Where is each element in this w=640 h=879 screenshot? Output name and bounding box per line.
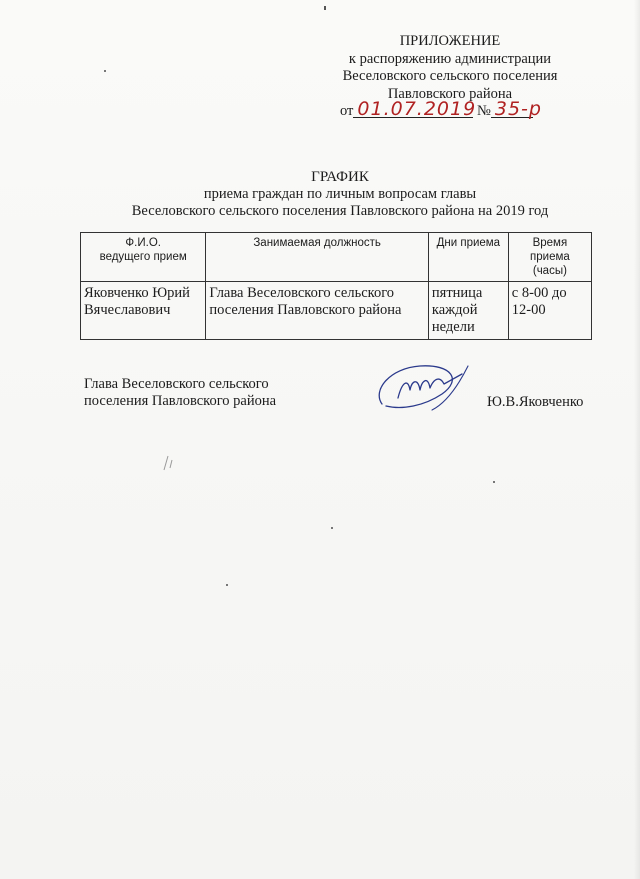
- header-cell: [508, 233, 591, 282]
- appendix-date-row: [340, 98, 580, 123]
- title-line-2: Веселовского сельского поселения Павловского района на 2019 год: [131, 203, 549, 219]
- scan-dot: [226, 584, 228, 586]
- handwritten-number: 35-р: [491, 101, 533, 118]
- cell-full-name: Яковченко Юрий Вячеславович: [81, 282, 206, 340]
- header-cell: [206, 233, 428, 282]
- scan-dot: [331, 527, 333, 529]
- cell-position: Глава Веселовского сельского поселения Павловского района: [206, 282, 428, 340]
- appendix-header: [320, 33, 580, 123]
- schedule-title-block: [80, 169, 600, 220]
- signer-name: Ю.В.Яковченко: [487, 394, 584, 410]
- table-header-row: [81, 233, 592, 282]
- appendix-title: ПРИЛОЖЕНИЕ: [399, 33, 501, 49]
- scan-dot: [324, 6, 326, 10]
- header-fio-line-2: ведущего прием: [99, 251, 187, 263]
- cell-days: пятница каждой недели: [428, 282, 508, 340]
- header-time: Время приема (часы): [530, 237, 570, 277]
- cell-time: с 8-00 до 12-00: [508, 282, 591, 340]
- document-title: ГРАФИК: [311, 169, 369, 185]
- appendix-line-3: Павловского района: [387, 85, 513, 102]
- header-days: Дни приема: [436, 237, 501, 249]
- appendix-line-2: Веселовского сельского поселения: [342, 68, 558, 84]
- scan-mark: [160, 452, 180, 472]
- signer-position: [84, 376, 276, 410]
- appendix-line-1: к распоряжению администрации: [348, 50, 552, 67]
- header-cell: [428, 233, 508, 282]
- date-prefix: от: [340, 103, 354, 119]
- header-position: Занимаемая должность: [253, 237, 381, 249]
- scan-dot: [104, 70, 106, 72]
- header-cell: [81, 233, 206, 282]
- schedule-table: [80, 232, 592, 340]
- scan-dot: [493, 481, 495, 483]
- handwritten-date: 01.07.2019: [353, 101, 473, 118]
- number-prefix: №: [477, 103, 491, 119]
- header-fio-line-1: Ф.И.О.: [125, 237, 161, 249]
- signer-position-line-2: поселения Павловского района: [84, 393, 277, 409]
- handwritten-signature: [372, 360, 472, 422]
- table-row: [81, 282, 592, 340]
- title-line-1: приема граждан по личным вопросам главы: [203, 186, 477, 202]
- signer-position-line-1: Глава Веселовского сельского: [84, 376, 269, 392]
- page-edge-shadow: [634, 0, 640, 879]
